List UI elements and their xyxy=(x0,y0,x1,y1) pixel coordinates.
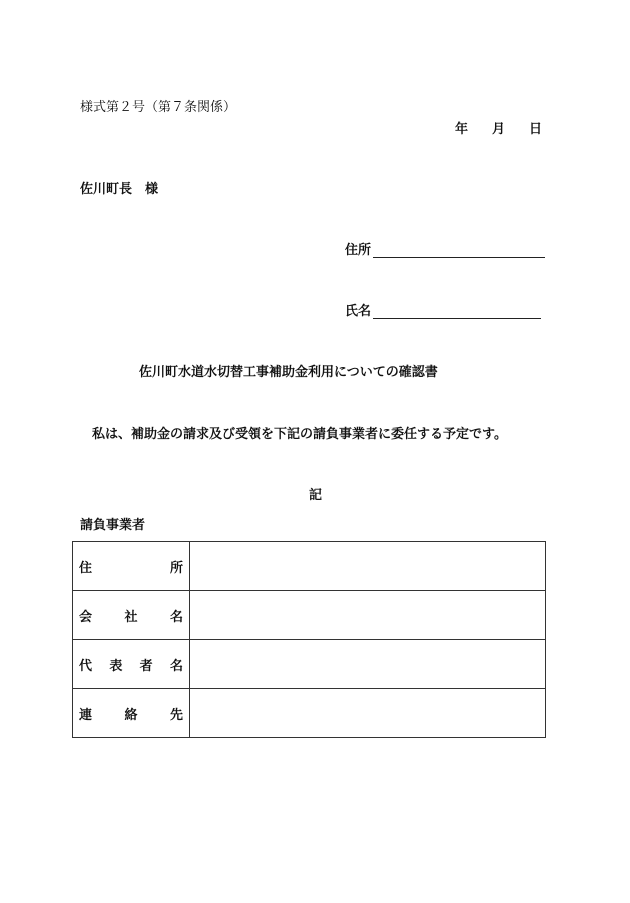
row-label-char: 者 xyxy=(139,658,153,674)
ki-heading: 記 xyxy=(309,488,323,503)
date-line xyxy=(455,118,542,137)
name-label: 氏名 xyxy=(345,304,372,319)
contractor-row-contact xyxy=(73,689,546,738)
form-number: 様式第２号（第７条関係） xyxy=(80,100,237,115)
row-label-cell xyxy=(73,640,190,689)
row-label-char: 絡 xyxy=(124,707,138,723)
row-label-char: 社 xyxy=(124,609,138,625)
date-month: 月 xyxy=(492,122,506,137)
date-day: 日 xyxy=(529,122,543,137)
row-label-cell xyxy=(73,542,190,591)
row-label-char: 名 xyxy=(169,609,183,625)
document-title: 佐川町水道水切替工事補助金利用についての確認書 xyxy=(139,365,438,380)
row-label-char: 住 xyxy=(79,560,93,576)
applicant-name-field xyxy=(345,300,541,319)
row-label-char: 会 xyxy=(79,609,93,625)
name-underline xyxy=(373,304,541,319)
row-label xyxy=(79,704,183,723)
applicant-address-field xyxy=(345,239,545,258)
row-label-cell xyxy=(73,689,190,738)
row-value-cell[interactable] xyxy=(190,689,546,738)
row-label-cell xyxy=(73,591,190,640)
row-value-cell[interactable] xyxy=(190,640,546,689)
row-label-char: 表 xyxy=(109,658,123,674)
address-underline xyxy=(373,243,545,258)
row-label-char: 先 xyxy=(169,707,183,723)
address-label: 住所 xyxy=(345,243,372,258)
addressee: 佐川町長 様 xyxy=(80,182,159,197)
contractor-row-representative-name xyxy=(73,640,546,689)
statement-text: 私は、補助金の請求及び受領を下記の請負事業者に委任する予定です。 xyxy=(92,427,507,442)
row-label-char: 名 xyxy=(169,658,183,674)
contractor-row-company-name xyxy=(73,591,546,640)
contractor-heading: 請負事業者 xyxy=(80,518,146,533)
row-label xyxy=(79,557,183,576)
row-label xyxy=(79,606,183,625)
row-label-char: 代 xyxy=(79,658,93,674)
contractor-table xyxy=(72,541,546,738)
contractor-row-address xyxy=(73,542,546,591)
row-label-char: 所 xyxy=(169,560,183,576)
row-label-char: 連 xyxy=(79,707,93,723)
row-value-cell[interactable] xyxy=(190,542,546,591)
date-year: 年 xyxy=(455,122,469,137)
row-label xyxy=(79,655,183,674)
row-value-cell[interactable] xyxy=(190,591,546,640)
